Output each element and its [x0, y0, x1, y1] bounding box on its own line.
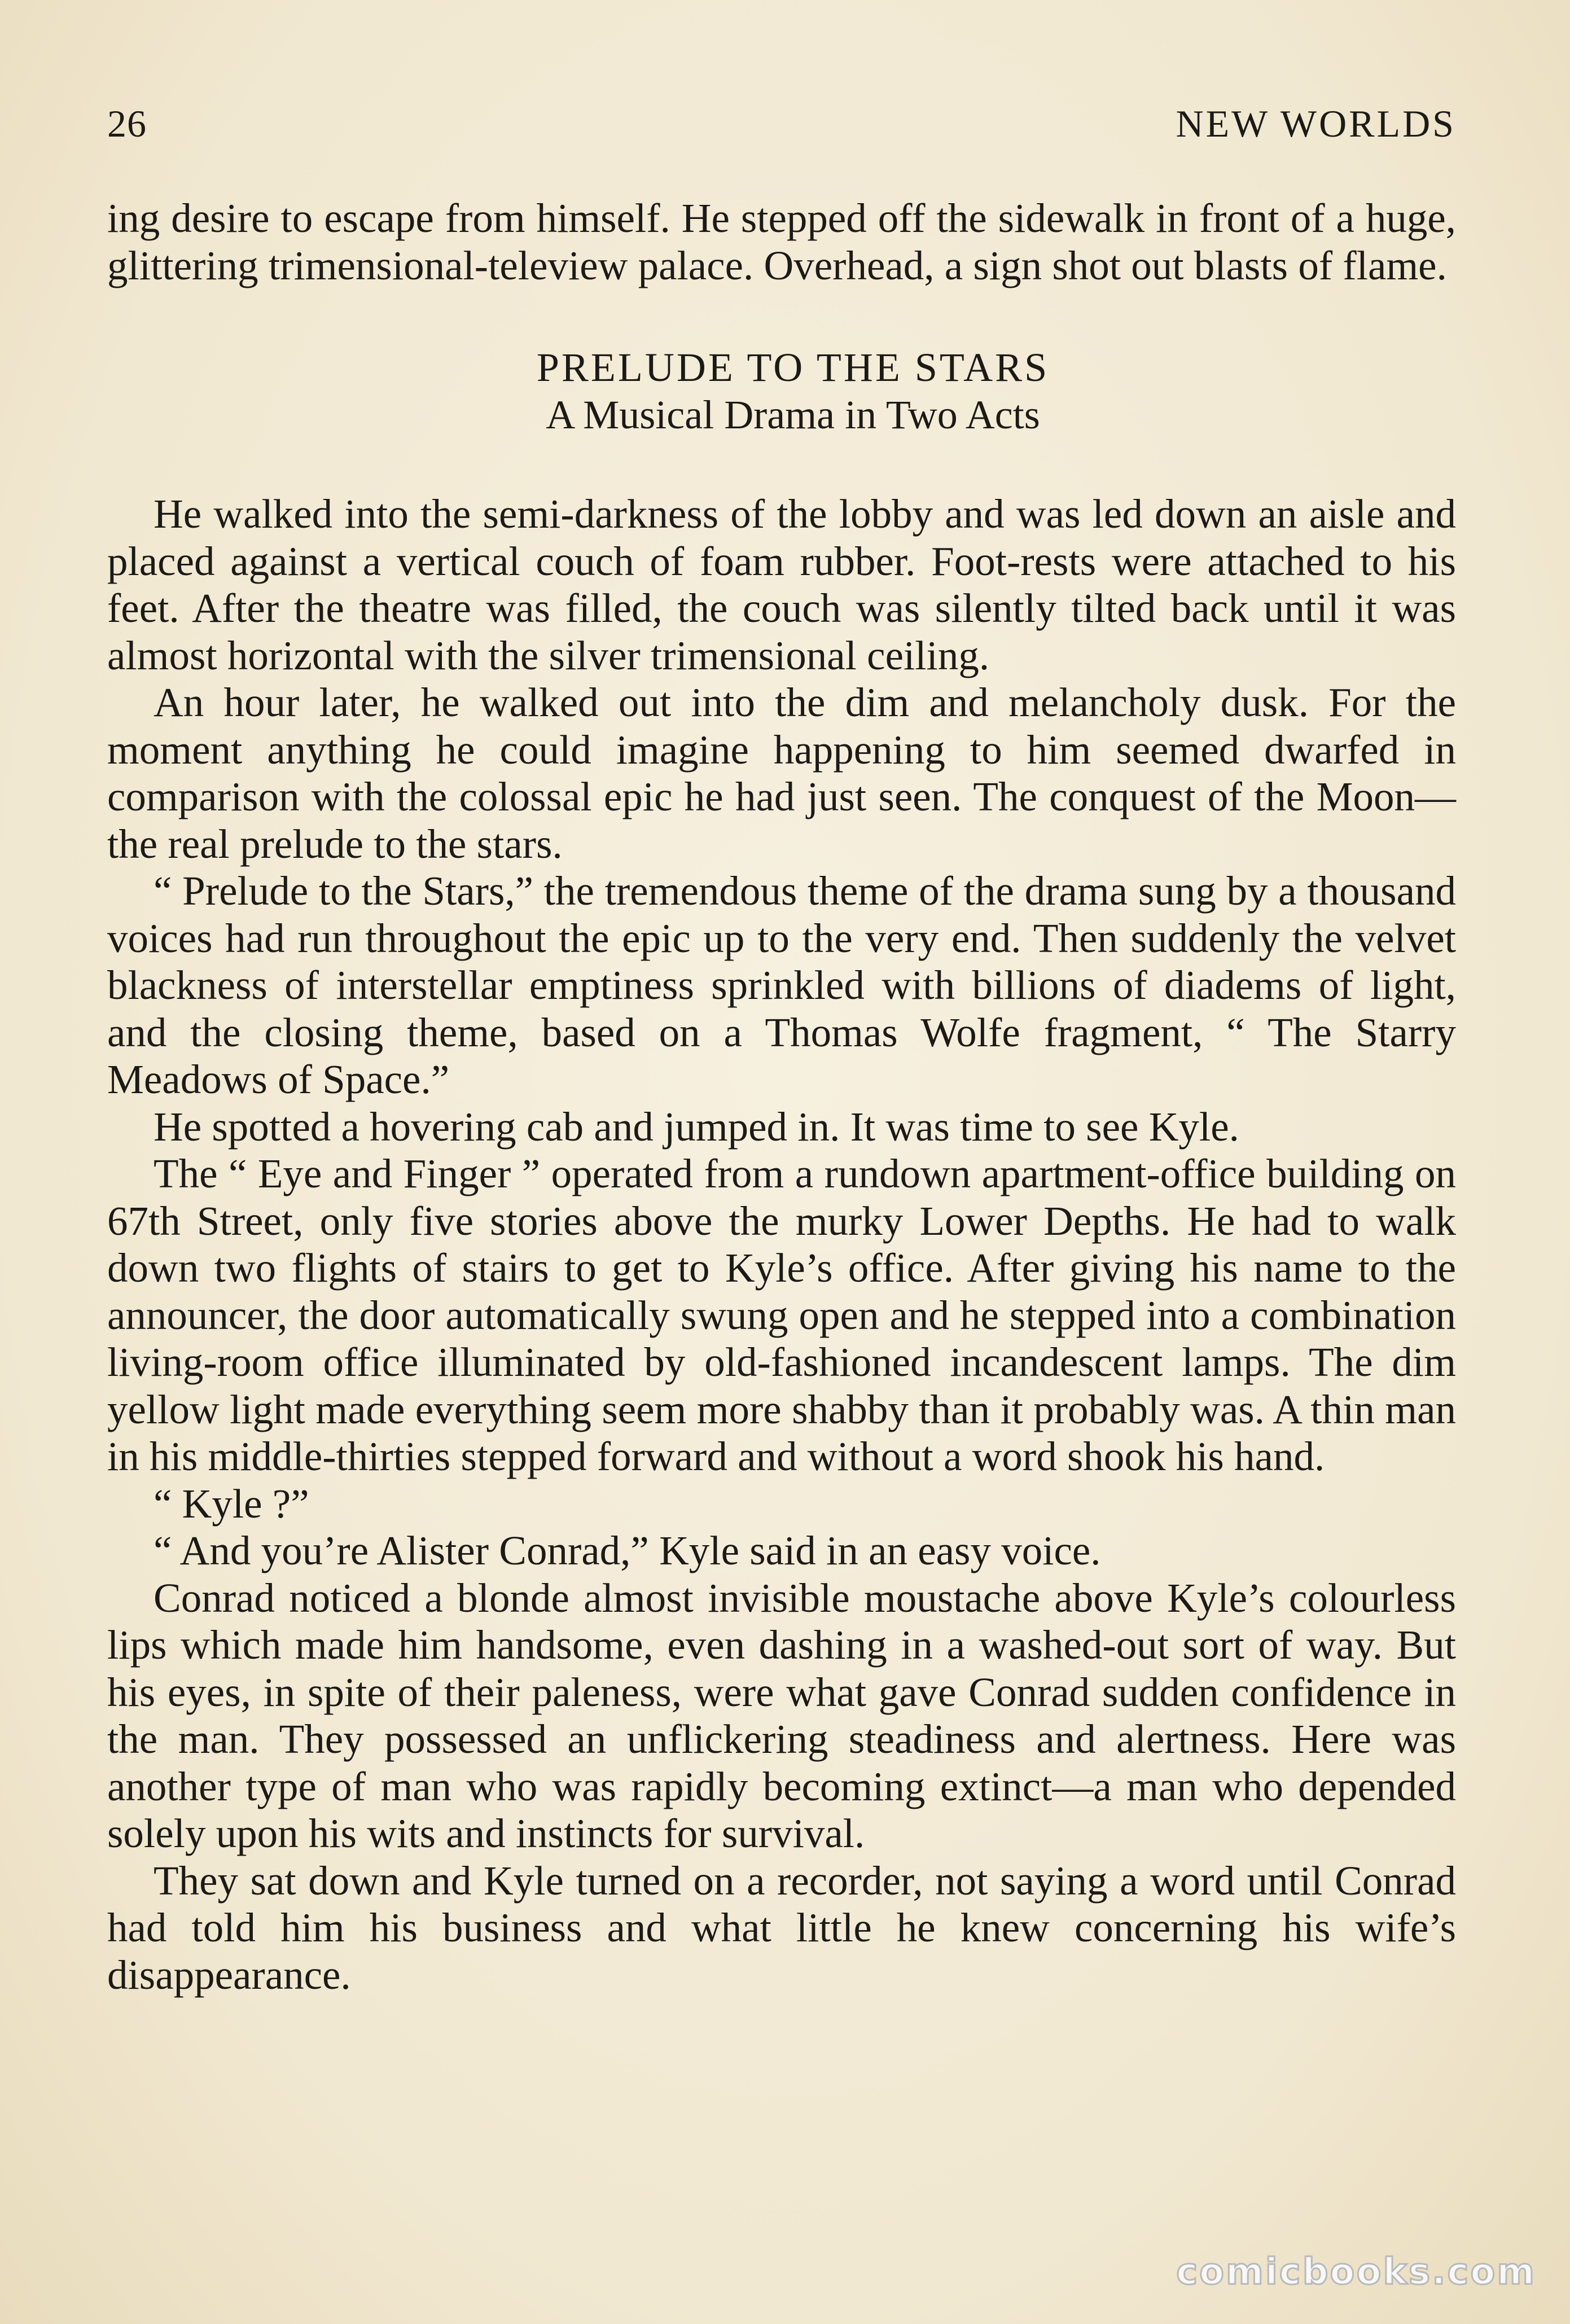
paragraph: ing desire to escape from himself. He stepped off the sidewalk in front of a huge, glittering trimensional-teleview palace. Overhead, a sign shot out blasts of flame. [107, 195, 1456, 288]
paragraph: “ Prelude to the Stars,” the tremendous theme of the drama sung by a thousand voices had run throughout the epic up to the very end. Then suddenly the velvet blackness of interstellar emptiness sprinkled with billions of diadems of light, and the closing theme, based on a Thomas Wolfe fragment, “ The Starry Meadows of Space.” [107, 868, 1456, 1102]
heading-title: PRELUDE TO THE STARS [536, 345, 1050, 390]
paragraph: Conrad noticed a blonde almost invisible moustache above Kyle’s colourless lips which made him handsome, even dashing in a washed-out sort of way. But his eyes, in spite of their paleness, were what gave Conrad sudden confidence in the man. They possessed an unflickering steadiness and alertness. Here was another type of man who was rapidly becoming extinct—a man who depended solely upon his wits and instincts for survival. [107, 1575, 1456, 1856]
watermark-text: comicbooks.com [1176, 2251, 1536, 2293]
paragraph: He walked into the semi-darkness of the lobby and was led down an aisle and placed against a vertical couch of foam rubber. Foot-rests were attached to his feet. After the theatre was filled, the couch was silently tilted back until it was almost horizontal with the silver trimensional ceiling. [107, 491, 1456, 678]
paragraph: They sat down and Kyle turned on a recorder, not saying a word until Conrad had told him his business and what little he knew concerning his wife’s disappearance. [107, 1857, 1456, 1998]
page-header [107, 102, 1456, 152]
page-number: 26 [107, 102, 147, 145]
paragraph: He spotted a hovering cab and jumped in. It was time to see Kyle. [154, 1103, 1239, 1150]
paragraph: “ Kyle ?” [154, 1480, 309, 1527]
section-heading [107, 344, 1456, 439]
paragraph: The “ Eye and Finger ” operated from a rundown apartment-office building on 67th Street, only five stories above the murky Lower Depths. He had to walk down two flights of stairs to get to Kyle’s office. After giving his name to the announcer, the door automatically swung open and he stepped into a combination living-room office illuminated by old-fashioned incandescent lamps. The dim yellow light made everything seem more shabby than it probably was. A thin man in his middle-thirties stepped forward and without a word shook his hand. [107, 1151, 1456, 1479]
paragraph: An hour later, he walked out into the dim and melancholy dusk. For the moment anything he could imagine happening to him seemed dwarfed in comparison with the colossal epic he had just seen. The conquest of the Moon—the real prelude to the stars. [107, 679, 1456, 867]
body-text [107, 195, 1456, 1998]
paragraph: “ And you’re Alister Conrad,” Kyle said in an easy voice. [154, 1528, 1101, 1573]
running-head: NEW WORLDS [1176, 102, 1456, 145]
heading-subtitle: A Musical Drama in Two Acts [546, 392, 1040, 437]
